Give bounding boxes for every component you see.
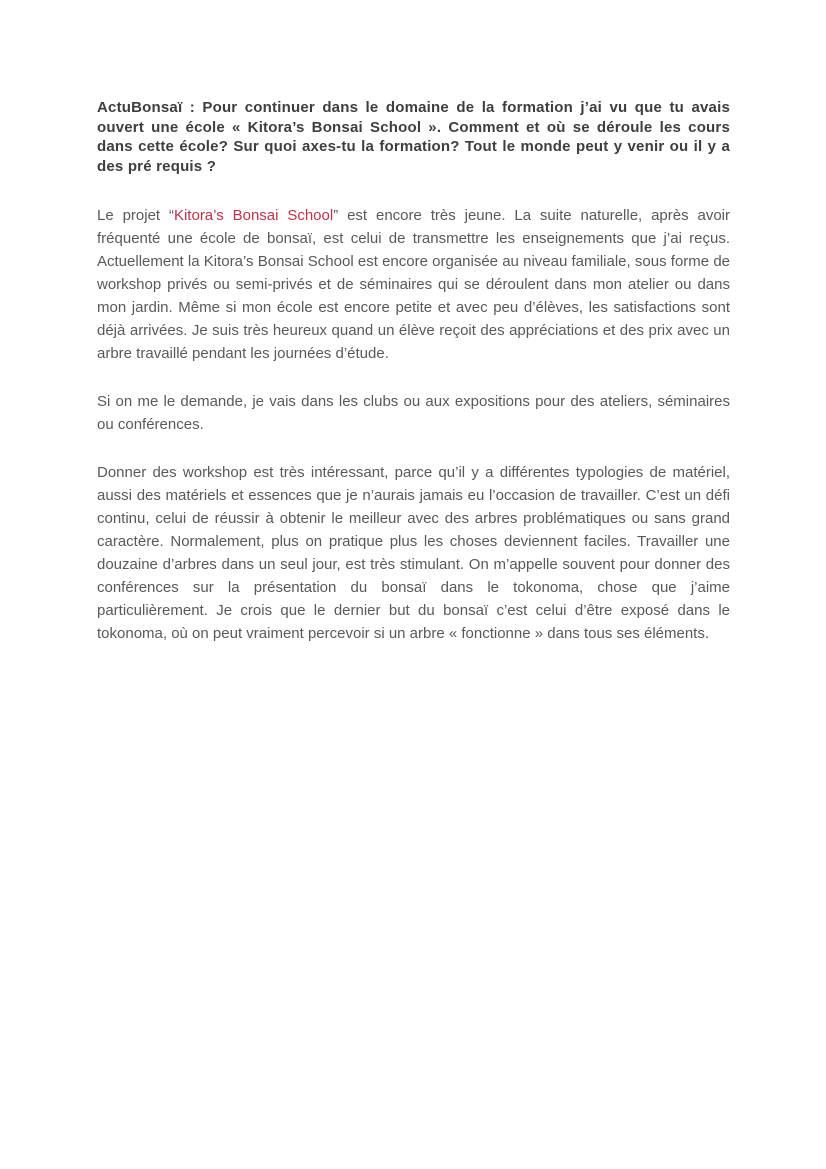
- interview-question: ActuBonsaï : Pour continuer dans le domaine de la formation j’ai vu que tu avais ouvert une école « Kitora’s Bonsai School ». Comment et où se déroule les cours dans cette école? Sur quoi axes-tu la formation? Tout le monde peut y venir ou il y a des pré requis ?: [97, 99, 730, 175]
- answer-paragraph-1: [97, 204, 730, 365]
- article-content: [97, 98, 730, 645]
- paragraph-1-prefix: Le projet “: [97, 207, 174, 224]
- paragraph-1-suffix: ” est encore très jeune. La suite naturelle, après avoir fréquenté une école de bonsaï, est celui de transmettre les enseignements que j’ai reçus. Actuellement la Kitora’s Bonsai School est encore organisée au niveau familiale, sous forme de workshop privés ou semi-privés et de séminaires qui se déroulent dans mon atelier ou dans mon jardin. Même si mon école est encore petite et avec peu d’élèves, les satisfactions sont déjà arrivées. Je suis très heureux quand un élève reçoit des appréciations et des prix avec un arbre travaillé pendant les journées d’étude.: [97, 207, 730, 362]
- answer-paragraph-3: Donner des workshop est très intéressant, parce qu’il y a différentes typologies de matériel, aussi des matériels et essences que je n’aurais jamais eu l’occasion de travailler. C’est un défi continu, celui de réussir à obtenir le meilleur avec des arbres problématiques ou sans grand caractère. Normalement, plus on pratique plus les choses deviennent faciles. Travailler une douzaine d’arbres dans un seul jour, est très stimulant. On m’appelle souvent pour donner des conférences sur la présentation du bonsaï dans le tokonoma, chose que j’aime particulièrement. Je crois que le dernier but du bonsaï c’est celui d’être exposé dans le tokonoma, où on peut vraiment percevoir si un arbre « fonctionne » dans tous ses éléments.: [97, 464, 730, 642]
- answer-paragraph-2: Si on me le demande, je vais dans les clubs ou aux expositions pour des ateliers, séminaires ou conférences.: [97, 393, 730, 433]
- school-name-link[interactable]: Kitora’s Bonsai School: [173, 207, 334, 224]
